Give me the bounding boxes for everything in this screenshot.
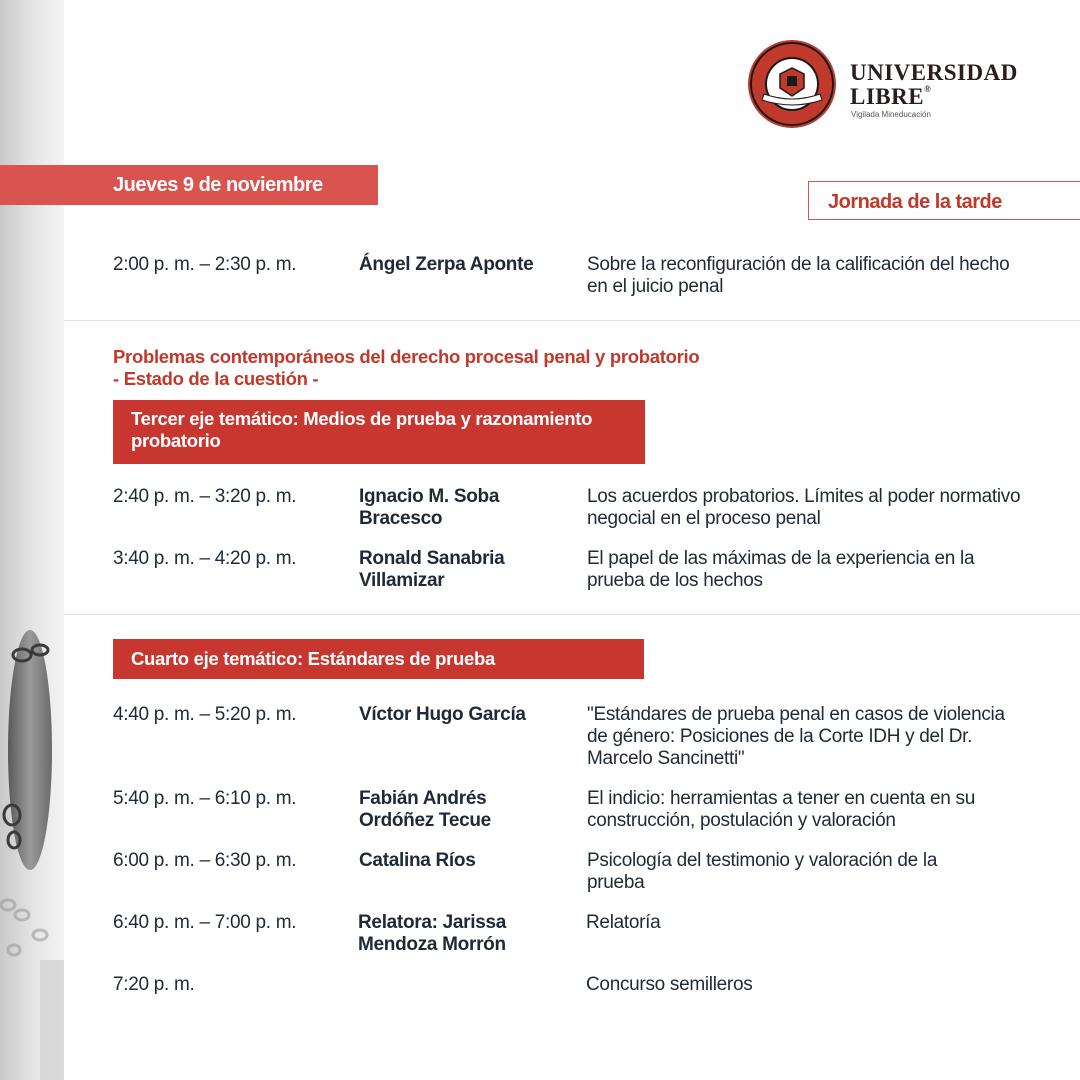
speaker-name: Ángel Zerpa Aponte (359, 254, 534, 275)
speaker-name: Fabián Andrés Ordóñez Tecue (359, 788, 491, 831)
speaker-name: Ronald Sanabria Villamizar (359, 548, 505, 591)
university-seal-icon (746, 38, 838, 130)
talk-topic: Los acuerdos probatorios. Límites al poder normativo negocial en el proceso penal (587, 486, 1021, 529)
date-banner: Jueves 9 de noviembre (0, 165, 378, 205)
speaker-name: Relatora: Jarissa Mendoza Morrón (358, 912, 507, 955)
logo-subtitle: Vigilada Mineducación (851, 110, 931, 119)
session-time: 3:40 p. m. – 4:20 p. m. (113, 548, 297, 569)
axis-banner-third: Tercer eje temático: Medios de prueba y razonamiento probatorio (113, 400, 645, 464)
talk-topic: Sobre la reconfiguración de la calificación del hecho en el juicio penal (587, 254, 1010, 297)
session-time: 4:40 p. m. – 5:20 p. m. (113, 704, 297, 725)
section-divider (64, 614, 1080, 615)
section-heading: Problemas contemporáneos del derecho procesal penal y probatorio - Estado de la cuestión - (113, 346, 700, 389)
speaker-name: Catalina Ríos (359, 850, 476, 871)
session-time: 6:00 p. m. – 6:30 p. m. (113, 850, 297, 871)
logo-wordmark-universidad: UNIVERSIDAD (850, 60, 1018, 85)
session-time: 2:40 p. m. – 3:20 p. m. (113, 486, 297, 507)
axis-banner-fourth: Cuarto eje temático: Estándares de prueba (113, 639, 644, 679)
university-logo (746, 38, 1046, 132)
scale-chain-image (0, 0, 64, 1080)
logo-wordmark-libre: LIBRE® (850, 84, 932, 109)
talk-topic: "Estándares de prueba penal en casos de violencia de género: Posiciones de la Corte IDH y del Dr. Marcelo Sancinetti" (587, 704, 1005, 769)
session-time: 5:40 p. m. – 6:10 p. m. (113, 788, 297, 809)
session-time: 6:40 p. m. – 7:00 p. m. (113, 912, 297, 933)
talk-topic: El indicio: herramientas a tener en cuenta en su construcción, postulación y valoración (587, 788, 976, 831)
talk-topic: El papel de las máximas de la experiencia en la prueba de los hechos (587, 548, 975, 591)
talk-topic: Relatoría (586, 912, 661, 933)
decorative-strip (0, 0, 64, 1080)
session-time: 2:00 p. m. – 2:30 p. m. (113, 254, 297, 275)
session-label: Jornada de la tarde (808, 181, 1080, 220)
section-divider (64, 320, 1080, 321)
talk-topic: Concurso semilleros (586, 974, 753, 995)
speaker-name: Ignacio M. Soba Bracesco (359, 486, 500, 529)
session-time: 7:20 p. m. (113, 974, 195, 995)
talk-topic: Psicología del testimonio y valoración de la prueba (587, 850, 938, 893)
speaker-name: Víctor Hugo García (359, 704, 526, 725)
